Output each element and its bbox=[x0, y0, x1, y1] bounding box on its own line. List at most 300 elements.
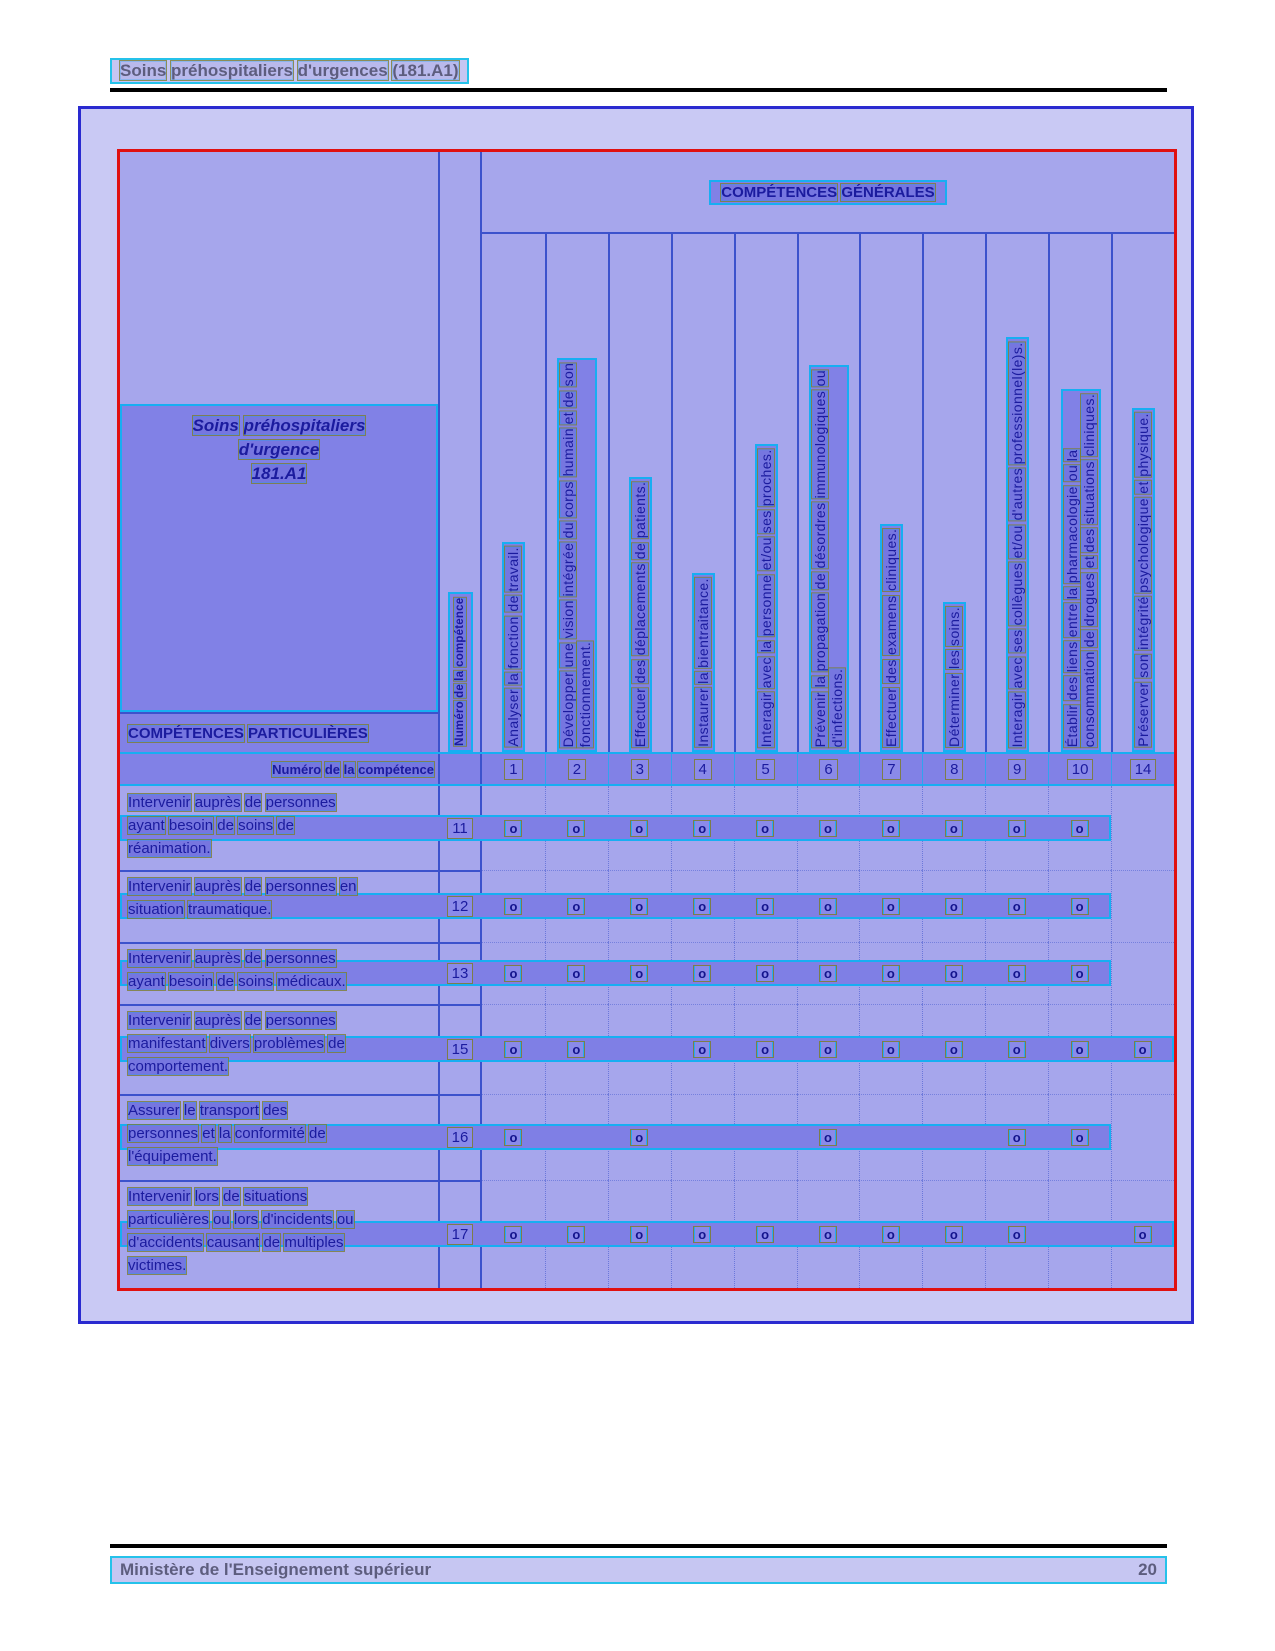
competence-number-cell bbox=[859, 754, 922, 784]
word-highlight: divers bbox=[209, 1035, 250, 1052]
competence-mark: o bbox=[1135, 1227, 1151, 1242]
word-highlight: et/ou bbox=[757, 537, 774, 571]
matrix-cell bbox=[671, 1004, 734, 1094]
word-highlight: et bbox=[1080, 556, 1097, 569]
word-highlight: Soins bbox=[192, 416, 239, 435]
word-highlight: l'équipement. bbox=[128, 1148, 217, 1165]
general-competence-label-block bbox=[755, 444, 778, 752]
matrix-cell bbox=[859, 1004, 922, 1094]
particular-competences-header-row bbox=[120, 712, 438, 752]
word-highlight: immunologiques bbox=[811, 390, 828, 498]
competence-number-cell bbox=[608, 754, 671, 784]
matrix-cell bbox=[797, 1094, 860, 1180]
footer-page-number: 20 bbox=[1138, 1560, 1157, 1579]
word-highlight: son bbox=[1135, 654, 1152, 679]
word-highlight: COMPÉTENCES bbox=[128, 724, 244, 742]
matrix-cell bbox=[1111, 942, 1174, 1004]
competence-mark: o bbox=[883, 1227, 899, 1242]
matrix-header bbox=[120, 152, 1174, 752]
matrix-cell bbox=[985, 1094, 1048, 1180]
competence-mark: o bbox=[883, 1042, 899, 1057]
matrix-cell bbox=[1111, 870, 1174, 942]
row-number: 12 bbox=[448, 897, 473, 916]
competence-mark: o bbox=[1072, 1130, 1088, 1145]
word-highlight: Numéro bbox=[272, 761, 322, 777]
competence-mark: o bbox=[757, 1227, 773, 1242]
competence-mark: o bbox=[631, 1227, 647, 1242]
matrix-cell bbox=[608, 870, 671, 942]
word-highlight: d'urgences bbox=[297, 61, 388, 80]
matrix-cell bbox=[734, 1004, 797, 1094]
row-number-cell bbox=[438, 942, 482, 1004]
word-highlight: de bbox=[217, 817, 234, 834]
word-highlight: Intervenir bbox=[128, 1188, 191, 1205]
word-highlight: victimes. bbox=[128, 1257, 187, 1274]
word-highlight: auprès bbox=[194, 1012, 241, 1029]
matrix-cell bbox=[985, 1180, 1048, 1288]
competence-mark: o bbox=[568, 899, 584, 914]
word-highlight: Soins bbox=[120, 61, 167, 80]
program-title bbox=[122, 414, 436, 486]
competence-number: 6 bbox=[820, 760, 836, 779]
general-competence-label bbox=[505, 547, 522, 747]
general-competence-label bbox=[1009, 342, 1026, 747]
word-highlight: auprès bbox=[194, 794, 241, 811]
word-highlight: des bbox=[1080, 527, 1097, 552]
competence-mark: o bbox=[1135, 1042, 1151, 1057]
competence-number-cell bbox=[1048, 754, 1111, 784]
competence-mark: o bbox=[1009, 1042, 1025, 1057]
general-competence-label-block bbox=[629, 477, 652, 752]
general-competence-label bbox=[1064, 394, 1098, 747]
competence-mark: o bbox=[1009, 1130, 1025, 1145]
word-highlight: humain bbox=[560, 428, 577, 477]
row-label bbox=[120, 1004, 438, 1094]
competence-mark: o bbox=[883, 966, 899, 981]
word-highlight: conformité bbox=[234, 1125, 305, 1142]
word-highlight: proches. bbox=[757, 448, 774, 506]
document-footer bbox=[110, 1556, 1167, 1584]
word-highlight: personnes bbox=[265, 878, 336, 895]
competence-number-cell bbox=[797, 754, 860, 784]
word-highlight: du bbox=[560, 521, 577, 538]
word-highlight: de bbox=[244, 1012, 262, 1029]
word-highlight: Instaurer bbox=[694, 688, 711, 747]
matrix-cell bbox=[922, 942, 985, 1004]
general-competence-label bbox=[946, 607, 963, 747]
row-label bbox=[120, 1094, 438, 1180]
word-highlight: et bbox=[560, 411, 577, 424]
matrix-cell bbox=[671, 1094, 734, 1180]
matrix-cell bbox=[985, 786, 1048, 870]
matrix-cell bbox=[859, 870, 922, 942]
competence-number: 1 bbox=[505, 760, 521, 779]
matrix-cell bbox=[922, 870, 985, 942]
competence-mark: o bbox=[694, 1042, 710, 1057]
word-highlight: intégrée bbox=[560, 541, 577, 596]
competence-mark: o bbox=[757, 966, 773, 981]
word-highlight: de bbox=[244, 878, 262, 895]
word-highlight: personne bbox=[757, 574, 774, 637]
word-highlight: examens bbox=[883, 595, 900, 656]
competence-mark: o bbox=[505, 821, 521, 836]
matrix-cell bbox=[859, 1180, 922, 1288]
word-highlight: corps bbox=[560, 480, 577, 517]
word-highlight: personnes bbox=[265, 794, 336, 811]
matrix-cell bbox=[797, 1004, 860, 1094]
program-title-box bbox=[120, 404, 438, 712]
competence-mark: o bbox=[1072, 966, 1088, 981]
word-highlight: de bbox=[244, 950, 262, 967]
word-highlight: entre bbox=[1063, 603, 1080, 638]
word-highlight: des bbox=[1063, 676, 1080, 701]
matrix-cell bbox=[545, 870, 608, 942]
word-highlight: Déterminer bbox=[946, 673, 963, 747]
word-highlight: Établir bbox=[1063, 704, 1080, 747]
word-highlight: une bbox=[560, 642, 577, 668]
matrix-cell bbox=[1048, 1094, 1111, 1180]
competence-mark: o bbox=[568, 1042, 584, 1057]
word-highlight: de bbox=[811, 572, 828, 589]
word-highlight: avec bbox=[757, 656, 774, 688]
word-highlight: Interagir bbox=[757, 692, 774, 747]
competence-number: 3 bbox=[632, 760, 648, 779]
word-highlight: Analyser bbox=[504, 689, 521, 747]
word-highlight: la bbox=[453, 670, 466, 681]
matrix-row bbox=[120, 786, 1174, 870]
word-highlight: besoin bbox=[168, 817, 214, 834]
matrix-row bbox=[120, 1094, 1174, 1180]
matrix-cell bbox=[671, 1180, 734, 1288]
general-competence-column bbox=[671, 234, 734, 752]
competence-number-cell bbox=[545, 754, 608, 784]
word-highlight: transport bbox=[199, 1102, 259, 1119]
competence-mark: o bbox=[694, 821, 710, 836]
word-highlight: d'incidents bbox=[262, 1211, 333, 1228]
word-highlight: soins bbox=[238, 817, 274, 834]
competence-mark: o bbox=[757, 821, 773, 836]
word-highlight: la bbox=[811, 675, 828, 688]
word-highlight: et bbox=[1135, 481, 1152, 494]
word-highlight: ses bbox=[757, 509, 774, 533]
matrix-row bbox=[120, 870, 1174, 942]
word-highlight: pharmacologie bbox=[1063, 485, 1080, 583]
competence-mark: o bbox=[631, 966, 647, 981]
row-number: 16 bbox=[448, 1128, 473, 1147]
word-highlight: situations bbox=[1080, 460, 1097, 524]
word-highlight: la bbox=[504, 673, 521, 686]
competence-mark: o bbox=[694, 966, 710, 981]
competence-mark: o bbox=[1009, 899, 1025, 914]
word-highlight: causant bbox=[206, 1234, 260, 1251]
matrix-cell bbox=[1048, 786, 1111, 870]
document-header bbox=[110, 58, 469, 84]
row-label bbox=[120, 942, 438, 1004]
competence-number: 5 bbox=[757, 760, 773, 779]
word-highlight: en bbox=[339, 878, 357, 895]
word-highlight: traumatique. bbox=[188, 901, 272, 918]
general-competence-column bbox=[1111, 234, 1174, 752]
competence-mark: o bbox=[568, 821, 584, 836]
competence-number-row bbox=[120, 752, 1174, 786]
matrix-cell bbox=[482, 1094, 545, 1180]
matrix-cell bbox=[545, 1004, 608, 1094]
row-number-cell bbox=[438, 1004, 482, 1094]
top-rule bbox=[110, 88, 1167, 92]
word-highlight: personnes bbox=[265, 1012, 336, 1029]
word-highlight: médicaux. bbox=[277, 973, 346, 990]
word-highlight: de bbox=[277, 817, 294, 834]
competence-mark: o bbox=[505, 1227, 521, 1242]
competence-mark: o bbox=[1009, 821, 1025, 836]
word-highlight: Interagir bbox=[1009, 692, 1026, 747]
word-highlight: ayant bbox=[128, 973, 165, 990]
footer-ministry: Ministère de l'Enseignement supérieur bbox=[120, 1560, 432, 1579]
competence-mark: o bbox=[568, 966, 584, 981]
word-highlight: personnes bbox=[128, 1125, 199, 1142]
spacer bbox=[120, 152, 438, 404]
competence-mark: o bbox=[820, 966, 836, 981]
word-highlight: ou bbox=[336, 1211, 354, 1228]
general-competence-label bbox=[632, 482, 649, 747]
word-highlight: bientraitance. bbox=[694, 578, 711, 668]
competence-number-cell bbox=[922, 754, 985, 784]
word-highlight: des bbox=[263, 1102, 288, 1119]
matrix-cell bbox=[1111, 786, 1174, 870]
matrix-cell bbox=[734, 1094, 797, 1180]
word-highlight: problèmes bbox=[253, 1035, 324, 1052]
row-label bbox=[120, 786, 438, 870]
content-box bbox=[78, 106, 1194, 1324]
word-highlight: la bbox=[343, 761, 355, 777]
matrix-cell bbox=[985, 870, 1048, 942]
competence-mark: o bbox=[820, 821, 836, 836]
competence-number: 9 bbox=[1009, 760, 1025, 779]
competency-matrix-table bbox=[117, 149, 1177, 1291]
general-competence-label-block bbox=[1132, 408, 1155, 752]
competence-number-row-label bbox=[120, 762, 438, 777]
matrix-cell bbox=[1048, 1180, 1111, 1288]
word-highlight: et bbox=[202, 1125, 215, 1142]
matrix-cell bbox=[482, 1180, 545, 1288]
word-highlight: de bbox=[308, 1125, 326, 1142]
word-highlight: vision bbox=[560, 600, 577, 639]
matrix-cell bbox=[545, 1094, 608, 1180]
word-highlight: ayant bbox=[128, 817, 165, 834]
word-highlight: compétence bbox=[358, 761, 434, 777]
matrix-cell bbox=[922, 786, 985, 870]
general-competence-label-block bbox=[943, 602, 966, 752]
competence-mark: o bbox=[946, 966, 962, 981]
matrix-cell bbox=[671, 870, 734, 942]
word-highlight: la bbox=[1063, 449, 1080, 461]
row-number-cell bbox=[438, 1180, 482, 1288]
word-highlight: des bbox=[631, 659, 648, 684]
matrix-cell bbox=[734, 942, 797, 1004]
general-competence-column bbox=[734, 234, 797, 752]
matrix-cell bbox=[608, 786, 671, 870]
word-highlight: Intervenir bbox=[128, 794, 191, 811]
general-competence-label bbox=[758, 449, 775, 747]
matrix-cell bbox=[1048, 942, 1111, 1004]
matrix-cell bbox=[985, 942, 1048, 1004]
word-highlight: Numéro bbox=[453, 701, 466, 746]
word-highlight: ou bbox=[1063, 465, 1080, 482]
matrix-row bbox=[120, 942, 1174, 1004]
competence-mark: o bbox=[946, 1227, 962, 1242]
word-highlight: de bbox=[453, 684, 466, 698]
competence-number: 2 bbox=[569, 760, 585, 779]
general-competence-column bbox=[482, 234, 545, 752]
competence-mark: o bbox=[946, 821, 962, 836]
word-highlight: de bbox=[631, 542, 648, 559]
word-highlight: Assurer bbox=[128, 1102, 180, 1119]
word-highlight: Prévenir bbox=[811, 691, 828, 747]
general-competences-region bbox=[482, 152, 1174, 752]
word-highlight: préhospitaliers bbox=[171, 61, 293, 80]
general-competence-column bbox=[985, 234, 1048, 752]
matrix-cell bbox=[608, 942, 671, 1004]
competence-mark: o bbox=[1072, 821, 1088, 836]
matrix-cell bbox=[608, 1094, 671, 1180]
matrix-cell bbox=[1048, 1004, 1111, 1094]
word-highlight: de bbox=[328, 1035, 345, 1052]
general-competence-label-block bbox=[809, 365, 849, 752]
word-highlight: et/ou bbox=[1009, 524, 1026, 558]
word-highlight: physique. bbox=[1135, 413, 1152, 477]
competence-mark: o bbox=[820, 1227, 836, 1242]
matrix-cell bbox=[859, 1094, 922, 1180]
word-highlight: besoin bbox=[168, 973, 214, 990]
row-content bbox=[120, 1004, 1174, 1094]
competence-mark: o bbox=[631, 821, 647, 836]
word-highlight: la bbox=[757, 640, 774, 653]
word-highlight: GÉNÉRALES bbox=[841, 183, 935, 201]
row-number: 17 bbox=[448, 1225, 473, 1244]
general-competence-label bbox=[695, 578, 712, 747]
word-highlight: de bbox=[263, 1234, 281, 1251]
word-highlight: de bbox=[217, 973, 234, 990]
competence-mark: o bbox=[694, 1227, 710, 1242]
word-highlight: auprès bbox=[194, 878, 241, 895]
word-highlight: personnes bbox=[265, 950, 336, 967]
general-competences-header bbox=[709, 180, 946, 205]
word-highlight: auprès bbox=[194, 950, 241, 967]
matrix-cell bbox=[797, 1180, 860, 1288]
competence-mark: o bbox=[1009, 1227, 1025, 1242]
matrix-cell bbox=[797, 870, 860, 942]
row-content bbox=[120, 786, 1174, 870]
matrix-cell bbox=[1111, 1180, 1174, 1288]
bottom-rule bbox=[110, 1544, 1167, 1548]
competence-mark: o bbox=[631, 899, 647, 914]
word-highlight: d'accidents bbox=[128, 1234, 203, 1251]
word-highlight: situation bbox=[128, 901, 184, 918]
word-highlight: avec bbox=[1009, 656, 1026, 688]
matrix-cell bbox=[482, 870, 545, 942]
general-competence-column bbox=[1048, 234, 1111, 752]
competence-number: 7 bbox=[883, 760, 899, 779]
matrix-cell bbox=[671, 786, 734, 870]
competence-number-cell bbox=[671, 754, 734, 784]
word-highlight: de bbox=[244, 794, 262, 811]
word-highlight: le bbox=[183, 1102, 196, 1119]
competence-mark: o bbox=[694, 899, 710, 914]
general-competence-label bbox=[1135, 413, 1152, 747]
word-highlight: des bbox=[883, 659, 900, 684]
word-highlight: 181.A1 bbox=[251, 464, 307, 483]
word-highlight: Effectuer bbox=[883, 687, 900, 747]
word-highlight: particulières bbox=[128, 1211, 209, 1228]
word-highlight: patients. bbox=[631, 481, 648, 539]
competence-number-vertical-block bbox=[448, 592, 473, 752]
row-content bbox=[120, 1094, 1174, 1180]
row-label bbox=[120, 870, 438, 942]
word-highlight: situations bbox=[243, 1188, 308, 1205]
competence-mark: o bbox=[505, 1042, 521, 1057]
matrix-cell bbox=[1048, 870, 1111, 942]
word-highlight: ou bbox=[811, 369, 828, 387]
competence-number-cell bbox=[1111, 754, 1174, 784]
word-highlight: réanimation. bbox=[128, 840, 211, 857]
general-competence-column bbox=[797, 234, 860, 752]
matrix-row bbox=[120, 1004, 1174, 1094]
word-highlight: lors bbox=[233, 1211, 259, 1228]
word-highlight: cliniques. bbox=[1080, 393, 1097, 457]
competence-mark: o bbox=[1072, 1042, 1088, 1057]
general-competence-column bbox=[608, 234, 671, 752]
word-highlight: désordres bbox=[811, 502, 828, 569]
word-highlight: cliniques. bbox=[883, 528, 900, 592]
word-highlight: Développer bbox=[560, 671, 577, 747]
word-highlight: liens bbox=[1063, 641, 1080, 673]
word-highlight: la bbox=[218, 1125, 231, 1142]
competence-mark: o bbox=[820, 899, 836, 914]
word-highlight: fonction bbox=[504, 616, 521, 670]
row-label bbox=[120, 1180, 438, 1288]
competence-number-cell bbox=[734, 754, 797, 784]
general-competence-label-block bbox=[502, 542, 525, 752]
matrix-cell bbox=[1111, 1004, 1174, 1094]
matrix-cell bbox=[922, 1094, 985, 1180]
matrix-row bbox=[120, 1180, 1174, 1288]
word-highlight: professionnel(le)s. bbox=[1009, 341, 1026, 464]
row-number: 11 bbox=[448, 819, 472, 838]
matrix-cell bbox=[1111, 1094, 1174, 1180]
word-highlight: préhospitaliers bbox=[243, 416, 366, 435]
word-highlight: Préserver bbox=[1135, 682, 1152, 747]
matrix-cell bbox=[545, 942, 608, 1004]
word-highlight: drogues bbox=[1080, 572, 1097, 627]
competence-mark: o bbox=[820, 1042, 836, 1057]
competence-mark: o bbox=[757, 899, 773, 914]
word-highlight: intégrité bbox=[1135, 596, 1152, 651]
general-competence-label bbox=[560, 363, 594, 747]
particular-competences-header bbox=[128, 725, 368, 742]
competence-mark: o bbox=[1072, 899, 1088, 914]
word-highlight: d'autres bbox=[1009, 467, 1026, 521]
word-highlight: son bbox=[560, 362, 577, 387]
word-highlight: COMPÉTENCES bbox=[721, 183, 838, 201]
word-highlight: de bbox=[1080, 630, 1097, 647]
competence-mark: o bbox=[883, 821, 899, 836]
matrix-cell bbox=[482, 786, 545, 870]
competence-number-cell bbox=[985, 754, 1048, 784]
matrix-cell bbox=[482, 942, 545, 1004]
word-highlight: la bbox=[1063, 587, 1080, 599]
matrix-cell bbox=[545, 786, 608, 870]
general-competence-label-block bbox=[1006, 337, 1029, 752]
